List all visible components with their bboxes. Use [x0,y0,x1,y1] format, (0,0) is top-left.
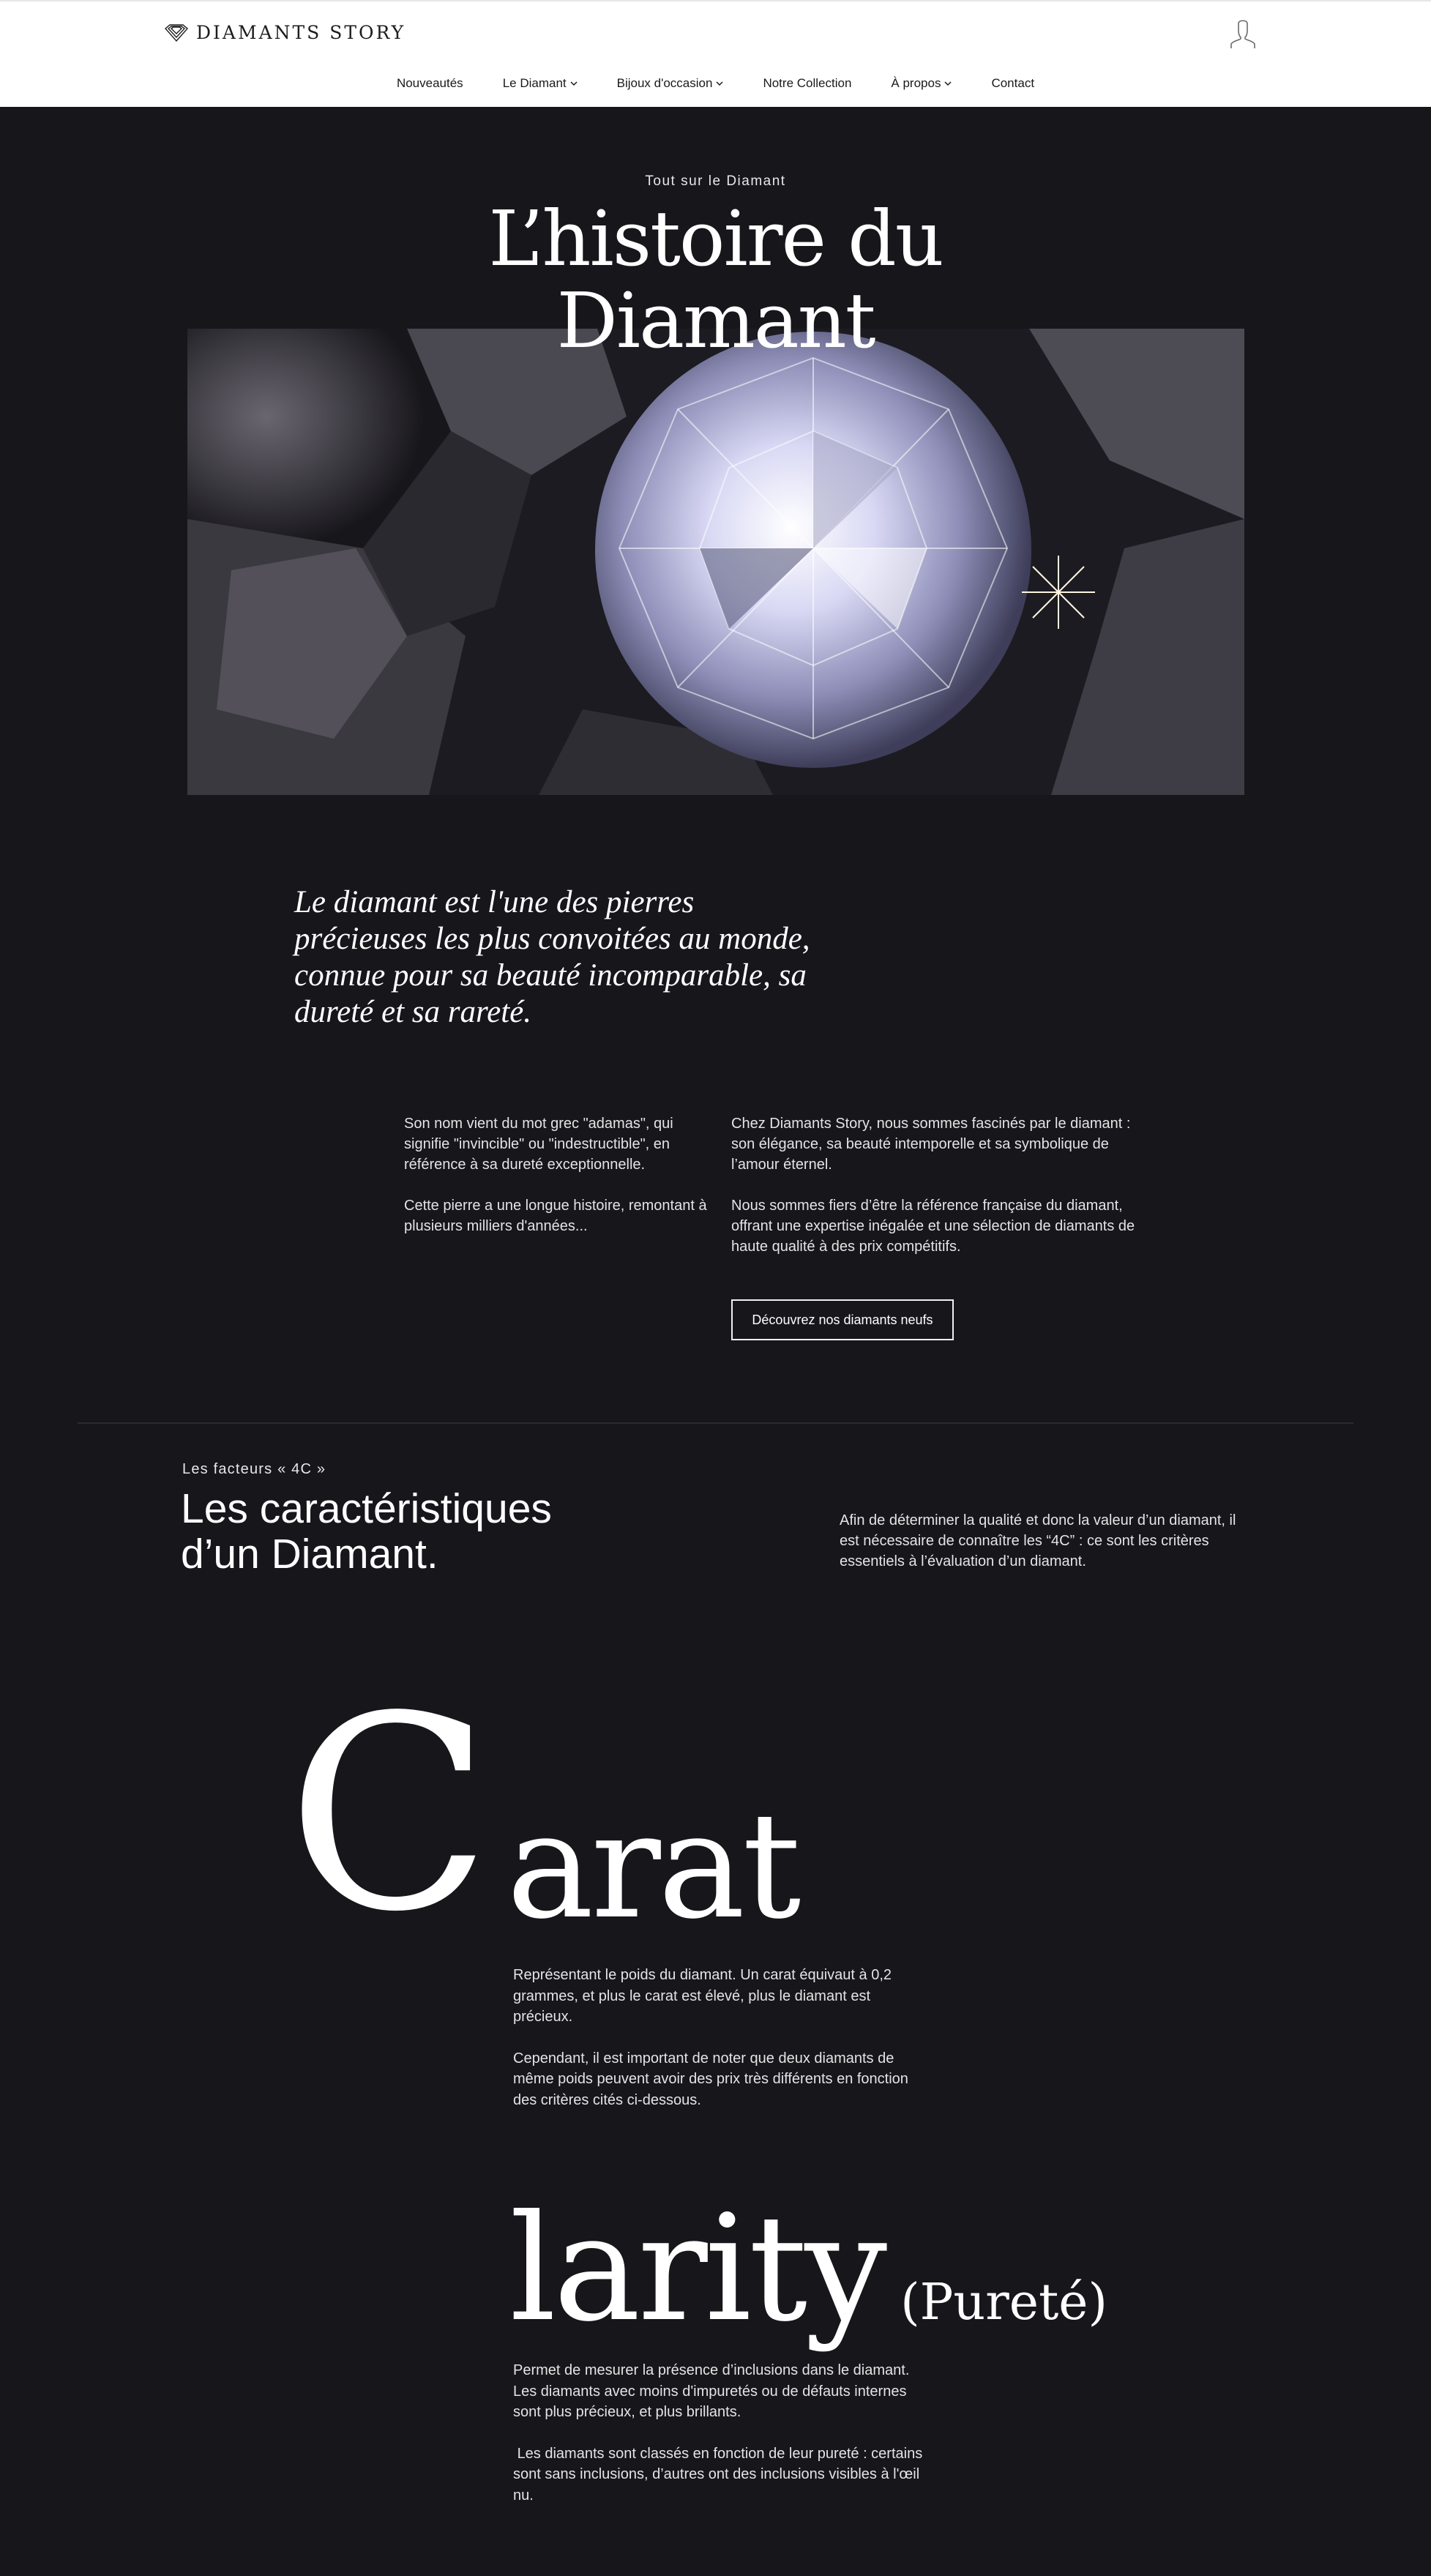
nav-item-notre-collection[interactable] [763,76,851,91]
clarity-paragraph: Permet de mesurer la présence d’inclusions dans le diamant. Les diamants avec moins d'impuretés ou de défauts internes sont plus précieux, et plus brillants. [513,2362,910,2420]
intro-left-column [404,1113,711,1257]
intro-quote: Le diamant est l'une des pierres précieuses les plus convoitées au monde, connue pour sa beauté incomparable, sa dureté et sa rareté. [294,885,810,1029]
nav-item-contact[interactable] [991,76,1034,91]
four-c-title-line-1: Les caractéristiques [181,1485,552,1532]
clarity-heading [509,2184,1108,2383]
brand-logo-link[interactable] [164,22,406,43]
nav-label: Contact [991,76,1035,90]
diamond-on-rocks-illustration [187,329,1244,795]
nav-label: Notre Collection [763,76,852,90]
four-c-eyebrow: Les facteurs « 4C » [182,1461,326,1477]
site-header [0,0,1431,107]
intro-left-paragraph: Son nom vient du mot grec "adamas", qui signifie "invincible" ou "indestructible", en référence à sa dureté exceptionnelle. [404,1116,673,1173]
chevron-down-icon [570,81,578,86]
four-c-title [181,1486,552,1577]
nav-label: À propos [891,76,941,90]
nav-item-le-diamant[interactable] [503,76,578,91]
carat-paragraph: Représentant le poids du diamant. Un carat équivaut à 0,2 grammes, et plus le carat est élevé, plus le diamant est précieux. [513,1967,892,2025]
user-account-icon[interactable] [1227,18,1259,50]
big-letter-c: C [287,1660,486,1971]
hero-diamond-image [187,329,1244,795]
clarity-word: larity [509,2184,885,2354]
nav-item-a-propos[interactable] [891,76,952,91]
clarity-paragraph: Les diamants sont classés en fonction de leur pureté : certains sont sans inclusions, d’autres ont des inclusions visibles à l'œil nu. [513,2445,927,2504]
four-c-title-line-2: d’un Diamant. [181,1531,438,1578]
section-divider [78,1422,1353,1424]
clarity-description [513,2360,927,2526]
hero-title-line-1: L’histoire du [488,194,943,283]
brand-name: DIAMANTS STORY [196,22,406,43]
hero-eyebrow: Tout sur le Diamant [645,173,786,189]
intro-right-paragraph: Chez Diamants Story, nous sommes fascinés par le diamant : son élégance, sa beauté intemporelle et sa symbolique de l’amour éternel. [731,1116,1131,1173]
intro-right-paragraph: Nous sommes fiers d’être la référence française du diamant, offrant une expertise inégalée et une sélection de diamants de haute qualité à des prix compétitifs. [731,1198,1135,1255]
hero-title [0,194,1431,365]
intro-left-paragraph: Cette pierre a une longue histoire, remontant à plusieurs milliers d'années... [404,1198,707,1234]
nav-item-bijoux-occasion[interactable] [617,76,724,91]
hero-title-line-2: Diamant [556,276,875,365]
four-c-description: Afin de déterminer la qualité et donc la valeur d’un diamant, il est nécessaire de connaître les “4C” : ce sont les critères essentiels à l’évaluation d’un diamant. [840,1512,1236,1569]
discover-new-diamonds-button[interactable]: Découvrez nos diamants neufs [731,1299,954,1340]
clarity-subtitle: (Pureté) [900,2274,1108,2332]
nav-label: Nouveautés [396,76,463,90]
nav-label: Le Diamant [502,76,567,90]
chevron-down-icon [716,81,723,86]
main-navigation [0,76,1431,91]
carat-paragraph: Cependant, il est important de noter que deux diamants de même poids peuvent avoir des prix très différents en fonction des critères cités ci-dessous. [513,2050,908,2108]
intro-right-column [731,1113,1141,1277]
carat-description [513,1965,923,2131]
carat-heading: arat [507,1781,799,1952]
nav-label: Bijoux d'occasion [616,76,713,90]
diamond-logo-icon [164,23,189,42]
nav-item-nouveautes[interactable] [397,76,463,91]
chevron-down-icon [944,81,952,86]
